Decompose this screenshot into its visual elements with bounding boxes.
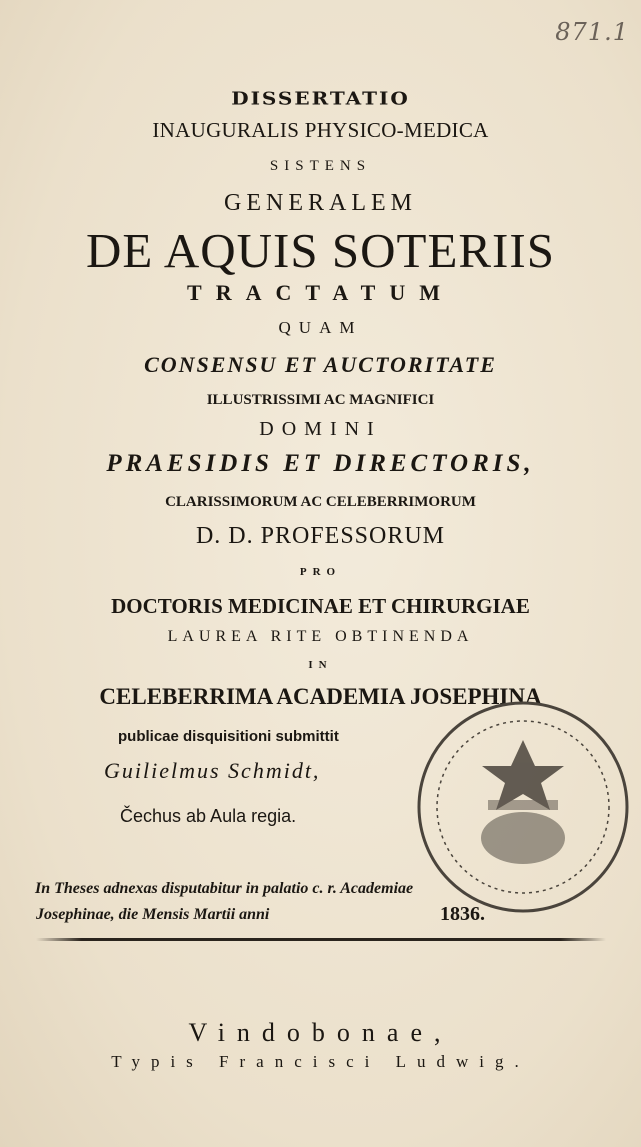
consensu-line: CONSENSU ET AUCTORITATE xyxy=(144,352,497,377)
doctoris-line: DOCTORIS MEDICINAE ET CHIRURGIAE xyxy=(111,594,530,618)
theses-line-2: Josephinae, die Mensis Martii anni xyxy=(36,906,270,923)
illustrissimi-line: ILLUSTRISSIMI AC MAGNIFICI xyxy=(206,392,435,408)
tractatum-line: TRACTATUM xyxy=(187,280,454,305)
clarissimorum-line: CLARISSIMORUM AC CELEBERRIMORUM xyxy=(165,494,476,510)
in-line: IN xyxy=(308,659,333,671)
divider-rule xyxy=(36,938,606,941)
sistens-line: SISTENS xyxy=(269,158,372,174)
author-origin: Čechus ab Aula regia. xyxy=(120,806,297,826)
header-blackletter: DISSERTATIO xyxy=(231,87,410,109)
library-stamp xyxy=(404,688,641,926)
author-name: Guilielmus Schmidt, xyxy=(104,758,321,783)
main-title: DE AQUIS SOTERIIS xyxy=(86,223,555,278)
imprint-city: Vindobonae, xyxy=(188,1018,453,1047)
academia-line: CELEBERRIMA ACADEMIA JOSEPHINA xyxy=(99,684,542,709)
imprint-printer: Typis Francisci Ludwig. xyxy=(111,1052,530,1071)
professorum-line: D. D. PROFESSORUM xyxy=(195,523,446,549)
theses-line-1: In Theses adnexas disputabitur in palatio c. r. Academiae xyxy=(35,880,414,897)
domini-line: DOMINI xyxy=(259,418,382,440)
generalem-line: GENERALEM xyxy=(224,190,417,216)
publicae-line: publicae disquisitioni submittit xyxy=(118,728,339,745)
year: 1836. xyxy=(440,903,485,925)
quam-line: QUAM xyxy=(278,318,363,337)
praesidis-line: PRAESIDIS ET DIRECTORIS, xyxy=(106,450,535,477)
laurea-line: LAUREA RITE OBTINENDA xyxy=(167,628,474,645)
pro-line: PRO xyxy=(299,566,342,578)
subtitle-inauguralis: INAUGURALIS PHYSICO-MEDICA xyxy=(152,118,489,142)
shelfmark-annotation: 871.1 xyxy=(555,18,629,46)
